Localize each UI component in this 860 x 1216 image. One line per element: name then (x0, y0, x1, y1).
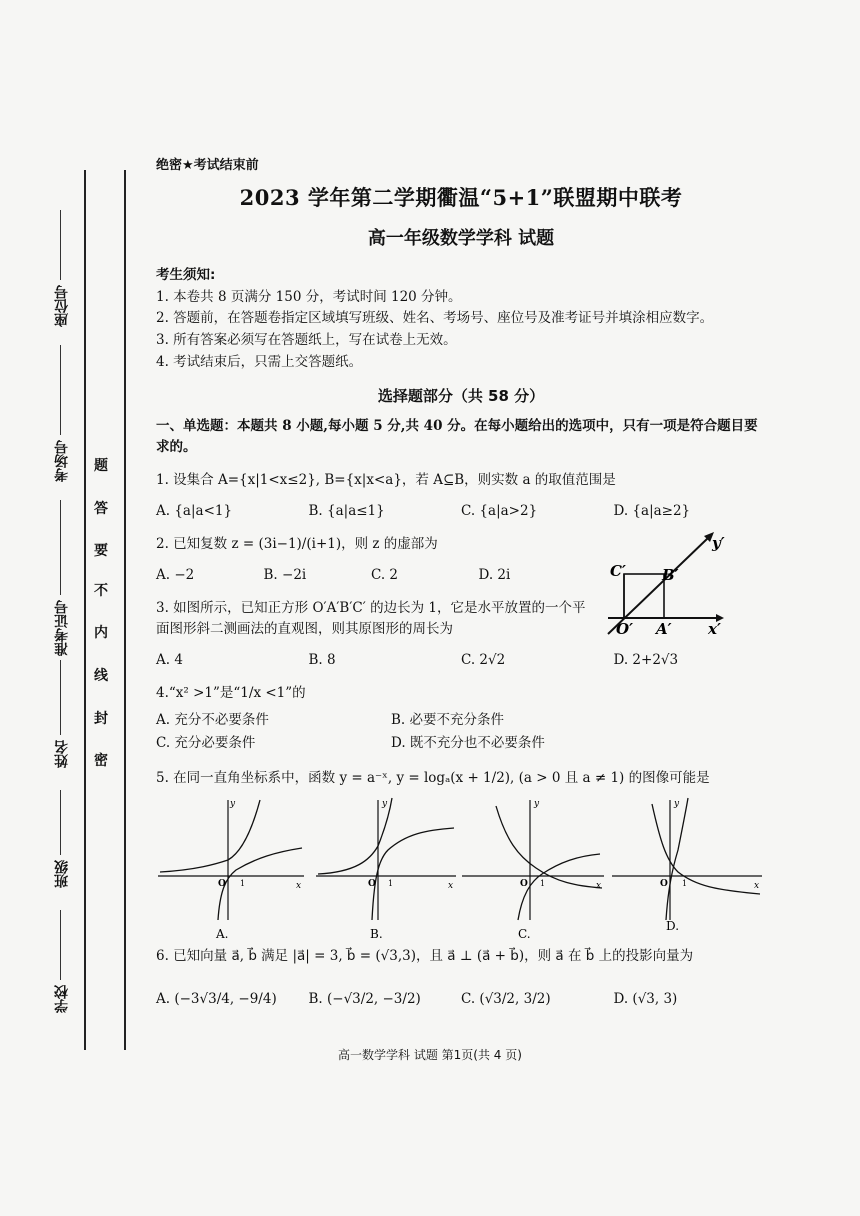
field-underline (60, 210, 61, 280)
option-d: D. (√3, 3) (613, 990, 678, 1007)
options (156, 501, 766, 522)
label-y: y′ (712, 534, 725, 552)
option-b: B. 8 (308, 651, 336, 668)
option-b: B. 必要不充分条件 (391, 711, 505, 728)
option-a: A. (−3√3/4, −9/4) (156, 990, 277, 1007)
question-stem: 2. 已知复数 z = (3i−1)/(i+1)，则 z 的虚部为 (156, 536, 438, 553)
exam-subtitle: 高一年级数学学科 试题 (367, 227, 555, 249)
seal-char: 要 (94, 543, 108, 559)
svg-text:x: x (448, 881, 454, 891)
option-c: C. 2√2 (461, 651, 506, 668)
question-stem: 3. 如图所示，已知正方形 O′A′B′C′ 的边长为 1，它是水平放置的一个平面图形斜二测画法的直观图，则其原图形的周长为 (156, 599, 586, 637)
label-a: A′ (656, 620, 672, 638)
notice-heading: 考生须知: (156, 266, 216, 283)
field-seat: 座位号 (54, 285, 70, 327)
svg-text:O: O (368, 879, 376, 889)
binding-line (124, 170, 126, 1050)
svg-text:x: x (596, 881, 602, 891)
field-underline (60, 500, 61, 595)
question-6 (156, 946, 766, 1010)
graph-label-a: A. (216, 927, 229, 940)
svg-text:O: O (660, 879, 668, 889)
section-title: 选择题部分（共 58 分） (377, 387, 545, 406)
option-c: C. 2 (371, 567, 399, 584)
option-b: B. (−√3/2, −3/2) (308, 990, 421, 1007)
function-graphs (156, 790, 766, 940)
question-3 (156, 598, 596, 640)
graph-a (158, 799, 304, 940)
question-stem: 4.“x² >1”是“1/x <1”的 (156, 684, 306, 701)
option-d: D. {a|a≥2} (613, 503, 691, 520)
exam-content (156, 156, 766, 788)
seal-char: 题 (94, 458, 108, 474)
question-stem: 6. 已知向量 a⃗, b⃗ 满足 |a⃗| = 3, b⃗ = (√3,3)，且 a⃗ ⊥ (a⃗ + b⃗)，则 a⃗ 在 b⃗ 上的投影向量为 (156, 948, 694, 964)
square (624, 574, 664, 618)
option-c: C. (√3/2, 3/2) (461, 990, 551, 1007)
field-name: 姓名 (54, 740, 70, 768)
curve-log (372, 828, 454, 920)
svg-text:1: 1 (388, 879, 394, 888)
option-c: C. 充分必要条件 (156, 734, 256, 751)
option-a: A. {a|a<1} (156, 503, 233, 520)
options (156, 565, 586, 586)
graph-d (612, 798, 762, 933)
curve-exp (160, 800, 260, 872)
graph-label-d: D. (666, 919, 680, 933)
option-b: B. {a|a≤1} (308, 503, 385, 520)
graph-label-b: B. (370, 927, 383, 940)
options (156, 710, 626, 756)
label-c: C′ (610, 562, 626, 580)
secret-mark: 绝密★考试结束前 (156, 158, 259, 173)
option-d: D. 2+2√3 (613, 651, 679, 668)
svg-text:1: 1 (540, 879, 546, 888)
option-d: D. 2i (478, 567, 511, 584)
seal-char: 线 (94, 668, 108, 684)
field-underline (60, 345, 61, 435)
svg-text:1: 1 (682, 879, 688, 888)
option-b: B. −2i (263, 567, 307, 584)
question-5 (156, 768, 766, 789)
question-stem: 1. 设集合 A={x|1<x≤2}, B={x|x<a}，若 A⊆B，则实数 a 的取值范围是 (156, 472, 616, 489)
question-4 (156, 683, 766, 756)
field-underline (60, 660, 61, 735)
graph-c (462, 799, 604, 940)
field-school: 学校 (54, 985, 70, 1013)
seal-char: 封 (94, 711, 108, 727)
svg-text:O: O (218, 879, 226, 889)
notice-item: 2. 答题前，在答题卷指定区域填写班级、姓名、考场号、座位号及准考证号并填涂相应数字。 (156, 310, 714, 327)
seal-char: 内 (94, 625, 108, 641)
option-a: A. −2 (156, 567, 195, 584)
label-x: x′ (708, 620, 721, 638)
field-ticket: 准考证号 (54, 600, 70, 656)
exam-title: 2023 学年第二学期衢温“5+1”联盟期中联考 (239, 185, 683, 211)
binding-strip (0, 0, 140, 1216)
svg-text:x: x (754, 881, 760, 891)
field-underline (60, 910, 61, 980)
question-stem: 5. 在同一直角坐标系中，函数 y = a⁻ˣ, y = logₐ(x + 1/2), (a > 0 且 a ≠ 1) 的图像可能是 (156, 769, 710, 786)
binding-line (84, 170, 86, 1050)
graph-b (316, 798, 456, 940)
svg-text:y: y (230, 799, 236, 809)
svg-text:y: y (534, 799, 540, 809)
graph-label-c: C. (518, 927, 531, 940)
option-c: C. {a|a>2} (461, 503, 538, 520)
svg-text:1: 1 (240, 879, 246, 888)
options (156, 989, 766, 1010)
notice-item: 1. 本卷共 8 页满分 150 分，考试时间 120 分钟。 (156, 288, 462, 305)
svg-text:x: x (296, 881, 302, 891)
svg-text:y: y (382, 799, 388, 809)
square-figure (598, 530, 738, 640)
notice-item: 3. 所有答案必须写在答题纸上，写在试卷上无效。 (156, 332, 457, 349)
page-footer: 高一数学学科 试题 第1页(共 4 页) (338, 1048, 522, 1062)
svg-text:O: O (520, 879, 528, 889)
question-1 (156, 470, 766, 522)
svg-text:y: y (674, 799, 680, 809)
notice-item: 4. 考试结束后，只需上交答题纸。 (156, 354, 363, 371)
part-instructions: 一、单选题：本题共 8 小题,每小题 5 分,共 40 分。在每小题给出的选项中，只有一项是符合题目要求的。 (156, 418, 758, 456)
seal-char: 答 (94, 501, 108, 517)
seal-char: 不 (94, 583, 108, 599)
option-a: A. 充分不必要条件 (156, 711, 269, 728)
field-room: 考场号 (54, 440, 70, 482)
curve-exp (652, 804, 760, 894)
label-b: B′ (662, 566, 679, 584)
label-o: O′ (616, 620, 634, 638)
options (156, 650, 766, 671)
field-underline (60, 790, 61, 855)
seal-char: 密 (94, 753, 108, 769)
option-a: A. 4 (156, 651, 183, 668)
field-class: 班级 (54, 860, 70, 888)
option-d: D. 既不充分也不必要条件 (391, 734, 545, 751)
